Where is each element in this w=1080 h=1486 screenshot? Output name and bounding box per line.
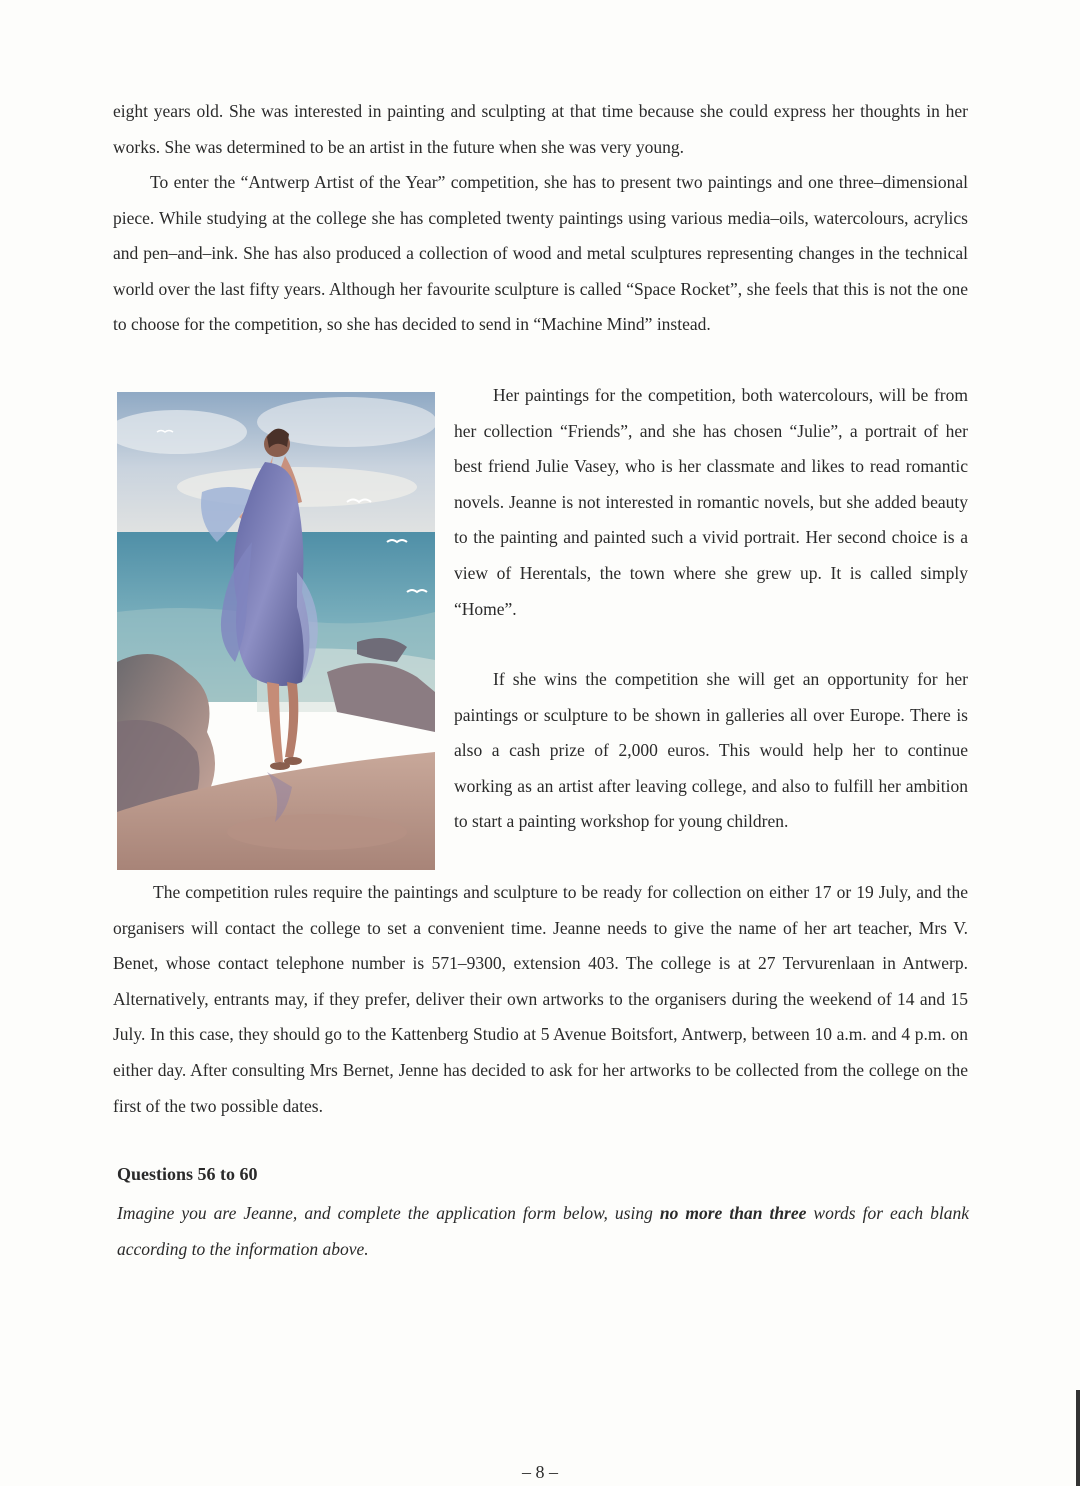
scan-edge-mark [1076, 1390, 1080, 1486]
questions-heading: Questions 56 to 60 [117, 1164, 258, 1184]
page-number: – 8 – [522, 1462, 558, 1482]
paragraph-competition-paintings: Her paintings for the competition, both watercolours, will be from her collection “Friends”, and she has chosen “Julie”, a portrait of her best friend Julie Vasey, who is her classmate and likes to read romantic novels. Jeanne is not interested in romantic novels, but she added beauty to the painting and painted such a vivid portrait. Her second choice is a view of Herentals, the town where she grew up. It is called simply “Home”. [454, 385, 968, 619]
paragraph-competition-entry: To enter the “Antwerp Artist of the Year” competition, she has to present two paintings and one three–dimensional piece. While studying at the college she has completed twenty paintings using various media–oils, watercolours, acrylics and pen–and–ink. She has also produced a collection of wood and metal sculptures representing changes in the technical world over the last fifty years. Although her favourite sculpture is called “Space Rocket”, she feels that this is not the one to choose for the competition, so she has decided to send in “Machine Mind” instead. [113, 172, 968, 335]
questions-instructions [117, 1195, 969, 1267]
instruction-text-start: Imagine you are Jeanne, and complete the application form below, using [117, 1203, 660, 1223]
paragraph-collection-rules: The competition rules require the paintings and sculpture to be ready for collection on either 17 or 19 July, and the organisers will contact the college to set a convenient time. Jeanne needs to give the name of her art teacher, Mrs V. Benet, whose contact telephone number is 571–9300, extension 403. The college is at 27 Tervurenlaan in Antwerp. Alternatively, entrants may, if they prefer, deliver their own artworks to the organisers during the weekend of 14 and 15 July. In this case, they should go to the Kattenberg Studio at 5 Avenue Boitsfort, Antwerp, between 10 a.m. and 4 p.m. on either day. After consulting Mrs Bernet, Jenne has decided to ask for her artworks to be collected from the college on the first of the two possible dates. [113, 882, 968, 1116]
instruction-text-end: words for each blank according to the information above. [117, 1203, 969, 1259]
instruction-word-limit: no more than three [659, 1203, 807, 1223]
seaside-woman-painting [117, 392, 435, 870]
paragraph-prize: If she wins the competition she will get an opportunity for her paintings or sculpture to be shown in galleries all over Europe. There is also a cash prize of 2,000 euros. This would help her to continue working as an artist after leaving college, and also to fulfill her ambition to start a painting workshop for young children. [454, 669, 968, 832]
paragraph-intro-continued: eight years old. She was interested in painting and sculpting at that time because she could express her thoughts in her works. She was determined to be an artist in the future when she was very young. [113, 101, 968, 157]
